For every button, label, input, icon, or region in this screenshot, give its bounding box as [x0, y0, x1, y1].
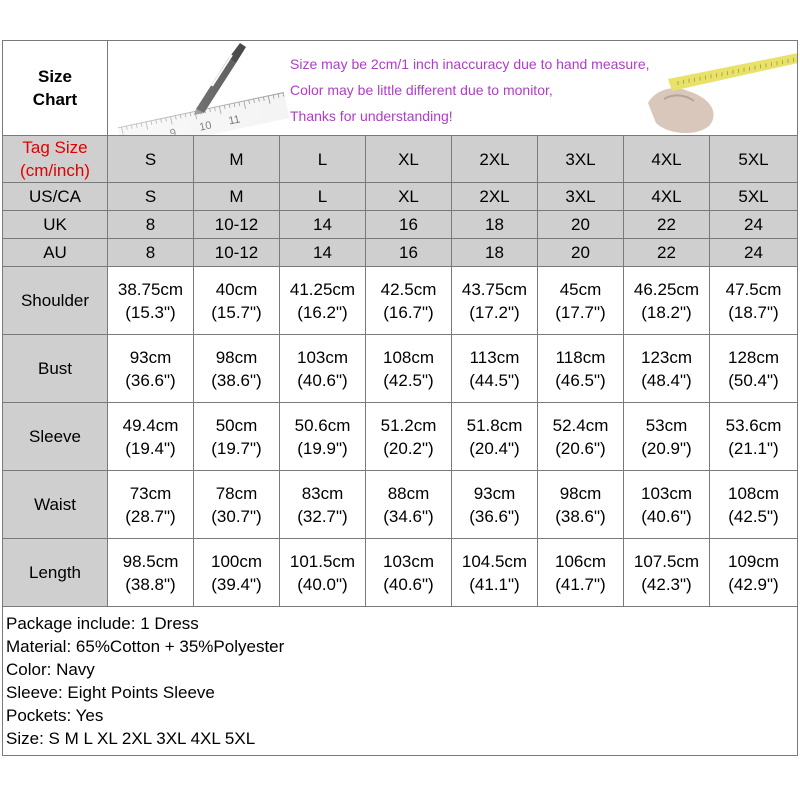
measurement-cell [108, 267, 194, 335]
measurement-inch: (17.7") [555, 302, 606, 322]
region-size-cell: 10-12 [194, 211, 280, 239]
measurement-inch: (46.5") [555, 370, 606, 390]
size-header: 3XL [538, 136, 624, 183]
tag-size-label [3, 136, 108, 183]
size-header: 5XL [710, 136, 798, 183]
measurement-cm: 109cm [727, 551, 780, 571]
region-size-cell: XL [366, 183, 452, 211]
measurement-cm: 50cm [215, 415, 258, 435]
region-size-cell: M [194, 183, 280, 211]
measurement-inch: (50.4") [728, 370, 779, 390]
measurement-cell [194, 267, 280, 335]
region-size-cell: 10-12 [194, 239, 280, 267]
measurement-cell [280, 471, 366, 539]
measurement-cm: 43.75cm [461, 279, 528, 299]
region-label: AU [3, 239, 108, 267]
measurement-inch: (42.3") [641, 574, 692, 594]
region-row [3, 211, 798, 239]
measurement-cm: 98cm [559, 483, 602, 503]
measurement-cell [452, 403, 538, 471]
measurement-inch: (42.5") [383, 370, 434, 390]
measurement-cell [108, 403, 194, 471]
measurement-cell [452, 267, 538, 335]
measurement-cell [280, 267, 366, 335]
measurement-cm: 47.5cm [725, 279, 782, 299]
measurement-inch: (15.7") [211, 302, 262, 322]
measurement-cell [710, 471, 798, 539]
measurement-inch: (36.6") [125, 370, 176, 390]
tag-size-line-2: (cm/inch) [20, 161, 90, 180]
measurement-cell [280, 403, 366, 471]
measurement-inch: (48.4") [641, 370, 692, 390]
measurement-cell [194, 471, 280, 539]
measurement-cell [108, 471, 194, 539]
region-size-cell: 22 [624, 239, 710, 267]
measurement-inch: (21.1") [728, 438, 779, 458]
measurement-cm: 113cm [469, 347, 520, 367]
measurement-cell [108, 539, 194, 607]
measurement-cm: 52.4cm [552, 415, 609, 435]
measurement-cm: 53cm [645, 415, 688, 435]
measurement-cm: 101.5cm [289, 551, 356, 571]
region-size-cell: 20 [538, 239, 624, 267]
note-thanks: Thanks for understanding! [290, 108, 453, 124]
measurement-inch: (15.3") [125, 302, 176, 322]
measurement-row [3, 335, 798, 403]
region-row [3, 239, 798, 267]
measurement-label: Bust [3, 335, 108, 403]
measurement-inch: (18.7") [728, 302, 779, 322]
measurement-cell [624, 335, 710, 403]
region-size-cell: 24 [710, 211, 798, 239]
measurement-cell [624, 539, 710, 607]
measurement-cm: 100cm [210, 551, 263, 571]
measurement-inch: (38.6") [555, 506, 606, 526]
measurement-cell [280, 335, 366, 403]
measurement-cm: 103cm [296, 347, 349, 367]
measurement-inch: (42.5") [728, 506, 779, 526]
measurement-cell [366, 335, 452, 403]
measurement-cm: 50.6cm [294, 415, 351, 435]
measurement-cell [538, 403, 624, 471]
measurement-inch: (19.4") [125, 438, 176, 458]
measurement-row [3, 539, 798, 607]
measurement-inch: (20.9") [641, 438, 692, 458]
region-size-cell: 2XL [452, 183, 538, 211]
measurement-cm: 73cm [129, 483, 172, 503]
measurement-inch: (42.9") [728, 574, 779, 594]
measurement-inch: (28.7") [125, 506, 176, 526]
region-label: UK [3, 211, 108, 239]
measurement-cm: 40cm [215, 279, 258, 299]
measurement-cell [108, 335, 194, 403]
region-size-cell: 4XL [624, 183, 710, 211]
note-color: Color may be little different due to monitor, [290, 82, 553, 98]
measurement-row [3, 267, 798, 335]
measurement-cm: 103cm [382, 551, 435, 571]
measurement-cm: 45cm [559, 279, 602, 299]
measurement-inch: (20.4") [469, 438, 520, 458]
measurement-cell [538, 267, 624, 335]
title-line-2: Chart [32, 90, 78, 109]
measurement-row [3, 403, 798, 471]
measurement-label: Waist [3, 471, 108, 539]
title-line-1: Size [37, 67, 73, 86]
measurement-cell [366, 539, 452, 607]
measurement-cell [710, 403, 798, 471]
region-size-cell: 18 [452, 239, 538, 267]
product-info [3, 607, 798, 756]
measurement-inch: (44.5") [469, 370, 520, 390]
measurement-cm: 46.25cm [633, 279, 700, 299]
measurement-cell [366, 267, 452, 335]
size-chart [2, 40, 797, 751]
region-size-cell: L [280, 183, 366, 211]
measurement-cell [710, 267, 798, 335]
measurement-cell [366, 403, 452, 471]
measurement-cm: 104.5cm [461, 551, 528, 571]
measurement-cm: 106cm [554, 551, 607, 571]
region-label: US/CA [3, 183, 108, 211]
product-info-line: Pockets: Yes [6, 706, 104, 725]
product-info-line: Color: Navy [6, 660, 95, 679]
measurement-cm: 107.5cm [633, 551, 700, 571]
measurement-cell [624, 471, 710, 539]
measurement-cm: 98.5cm [122, 551, 179, 571]
measurement-cell [452, 335, 538, 403]
measurement-cm: 108cm [727, 483, 780, 503]
chart-title [3, 41, 108, 136]
region-size-cell: 8 [108, 239, 194, 267]
measurement-inch: (40.0") [297, 574, 348, 594]
measurement-cm: 38.75cm [117, 279, 184, 299]
measurement-inch: (20.2") [383, 438, 434, 458]
product-info-line: Size: S M L XL 2XL 3XL 4XL 5XL [6, 729, 256, 748]
measurement-cm: 98cm [215, 347, 258, 367]
banner [108, 41, 798, 136]
measurement-cell [538, 335, 624, 403]
region-size-cell: 20 [538, 211, 624, 239]
region-row [3, 183, 798, 211]
measurement-cell [624, 403, 710, 471]
product-info-line: Material: 65%Cotton + 35%Polyester [6, 637, 285, 656]
measurement-cm: 49.4cm [122, 415, 179, 435]
measurement-inch: (40.6") [383, 574, 434, 594]
measurement-label: Shoulder [3, 267, 108, 335]
size-header: M [194, 136, 280, 183]
measurement-cm: 41.25cm [289, 279, 356, 299]
measurement-inch: (20.6") [555, 438, 606, 458]
measurement-inch: (30.7") [211, 506, 262, 526]
region-size-cell: 5XL [710, 183, 798, 211]
measurement-inch: (18.2") [641, 302, 692, 322]
product-info-row [3, 607, 798, 756]
measurement-inch: (16.7") [383, 302, 434, 322]
measurement-cell [538, 471, 624, 539]
measurement-inch: (36.6") [469, 506, 520, 526]
disclaimer-notes [290, 51, 650, 129]
measurement-inch: (41.7") [555, 574, 606, 594]
product-info-line: Package include: 1 Dress [6, 614, 199, 633]
measurement-inch: (40.6") [641, 506, 692, 526]
measurement-cm: 93cm [473, 483, 516, 503]
note-accuracy: Size may be 2cm/1 inch inaccuracy due to hand measure, [290, 56, 650, 72]
measurement-cm: 78cm [215, 483, 258, 503]
measurement-cell [538, 539, 624, 607]
region-size-cell: 8 [108, 211, 194, 239]
measurement-cm: 123cm [640, 347, 693, 367]
measurement-cell [710, 539, 798, 607]
tag-size-line-1: Tag Size [22, 138, 88, 157]
measurement-cm: 118cm [555, 347, 606, 367]
measurement-cm: 108cm [382, 347, 435, 367]
measurement-inch: (34.6") [383, 506, 434, 526]
measurement-cm: 93cm [129, 347, 172, 367]
region-size-cell: 14 [280, 211, 366, 239]
measurement-cm: 51.2cm [380, 415, 437, 435]
measurement-cm: 128cm [727, 347, 780, 367]
measurement-cm: 88cm [387, 483, 430, 503]
measurement-inch: (38.6") [211, 370, 262, 390]
measurement-row [3, 471, 798, 539]
measurement-label: Sleeve [3, 403, 108, 471]
size-header: 2XL [452, 136, 538, 183]
measurement-cell [452, 471, 538, 539]
measurement-cell [194, 403, 280, 471]
measurement-cm: 51.8cm [466, 415, 523, 435]
region-size-cell: 14 [280, 239, 366, 267]
size-chart-table [2, 40, 798, 756]
measurement-cell [710, 335, 798, 403]
measurement-inch: (19.9") [297, 438, 348, 458]
measurement-cm: 42.5cm [380, 279, 437, 299]
measurement-cell [194, 335, 280, 403]
measurement-label: Length [3, 539, 108, 607]
measurement-inch: (32.7") [297, 506, 348, 526]
measurement-cell [452, 539, 538, 607]
measurement-inch: (40.6") [297, 370, 348, 390]
size-header: L [280, 136, 366, 183]
measurement-inch: (39.4") [211, 574, 262, 594]
measurement-cell [624, 267, 710, 335]
region-size-cell: 16 [366, 211, 452, 239]
measurement-cell [366, 471, 452, 539]
measurement-inch: (19.7") [211, 438, 262, 458]
measurement-cell [280, 539, 366, 607]
size-header: S [108, 136, 194, 183]
size-header: XL [366, 136, 452, 183]
size-header: 4XL [624, 136, 710, 183]
region-size-cell: 3XL [538, 183, 624, 211]
product-info-line: Sleeve: Eight Points Sleeve [6, 683, 215, 702]
measurement-inch: (38.8") [125, 574, 176, 594]
region-size-cell: 18 [452, 211, 538, 239]
region-size-cell: 24 [710, 239, 798, 267]
region-size-cell: 22 [624, 211, 710, 239]
measurement-inch: (17.2") [469, 302, 520, 322]
region-size-cell: S [108, 183, 194, 211]
measurement-cm: 53.6cm [725, 415, 782, 435]
measurement-inch: (41.1") [469, 574, 520, 594]
measurement-cell [194, 539, 280, 607]
measurement-inch: (16.2") [297, 302, 348, 322]
region-size-cell: 16 [366, 239, 452, 267]
measurement-cm: 103cm [640, 483, 693, 503]
measurement-cm: 83cm [301, 483, 344, 503]
